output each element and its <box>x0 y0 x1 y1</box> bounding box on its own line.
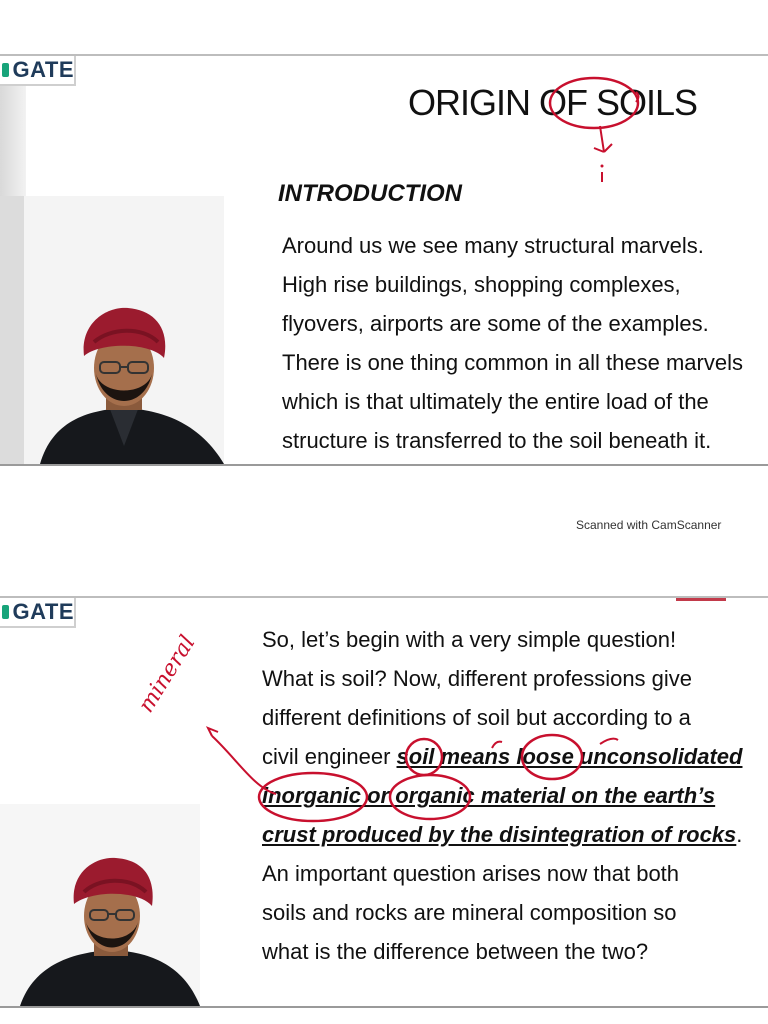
down-arrow-icon <box>594 126 612 152</box>
paragraph-line: different definitions of soil but according to a <box>262 705 691 730</box>
presenter-figure <box>0 196 224 464</box>
paragraph-line: So, let’s begin with a very simple question! <box>262 627 677 652</box>
section-heading: INTRODUCTION <box>278 180 462 207</box>
gate-logo <box>0 598 76 628</box>
paragraph-line: what is the difference between the two? <box>262 939 649 964</box>
logo-mark-icon <box>2 605 9 619</box>
scanner-watermark: Scanned with CamScanner <box>576 518 722 532</box>
definition-emphasis: crust produced by the disintegration of rocks <box>262 822 737 847</box>
definition-emphasis: inorganic or organic material on the earth’s <box>262 783 716 808</box>
plain-text: civil engineer <box>262 744 397 769</box>
slide-origin-of-soils <box>0 54 768 466</box>
paragraph-line <box>262 815 758 854</box>
gate-logo <box>0 56 76 86</box>
paragraph-line <box>262 737 758 776</box>
paragraph-line: structure is transferred to the soil beneath it. <box>282 428 712 453</box>
logo-mark-icon <box>2 63 9 77</box>
slide-what-is-soil <box>0 596 768 1008</box>
paragraph-line: Around us we see many structural marvels. <box>282 233 704 258</box>
red-marker-line <box>676 598 726 601</box>
paragraph-line <box>262 776 758 815</box>
slide-title: ORIGIN OF SOILS <box>408 82 698 123</box>
paragraph-line: An important question arises now that both <box>262 861 680 886</box>
handwritten-mineral: mineral <box>133 631 201 718</box>
plain-text: . <box>736 822 743 847</box>
definition-paragraph <box>262 620 758 971</box>
intro-paragraph <box>282 226 762 460</box>
paragraph-line: which is that ultimately the entire load of the <box>282 389 709 414</box>
paragraph-line: What is soil? Now, different professions give <box>262 666 693 691</box>
logo-text: GATE <box>12 57 74 82</box>
presenter-figure <box>0 804 200 1006</box>
presenter-video <box>0 804 200 1006</box>
paragraph-line: High rise buildings, shopping complexes, <box>282 272 681 297</box>
logo-text: GATE <box>12 599 74 624</box>
paragraph-line: There is one thing common in all these marvels <box>282 350 743 375</box>
paragraph-line: soils and rocks are mineral composition so <box>262 900 677 925</box>
paragraph-line: flyovers, airports are some of the examples. <box>282 311 709 336</box>
presenter-video <box>0 196 224 464</box>
definition-emphasis: soil means loose unconsolidated <box>396 744 743 769</box>
